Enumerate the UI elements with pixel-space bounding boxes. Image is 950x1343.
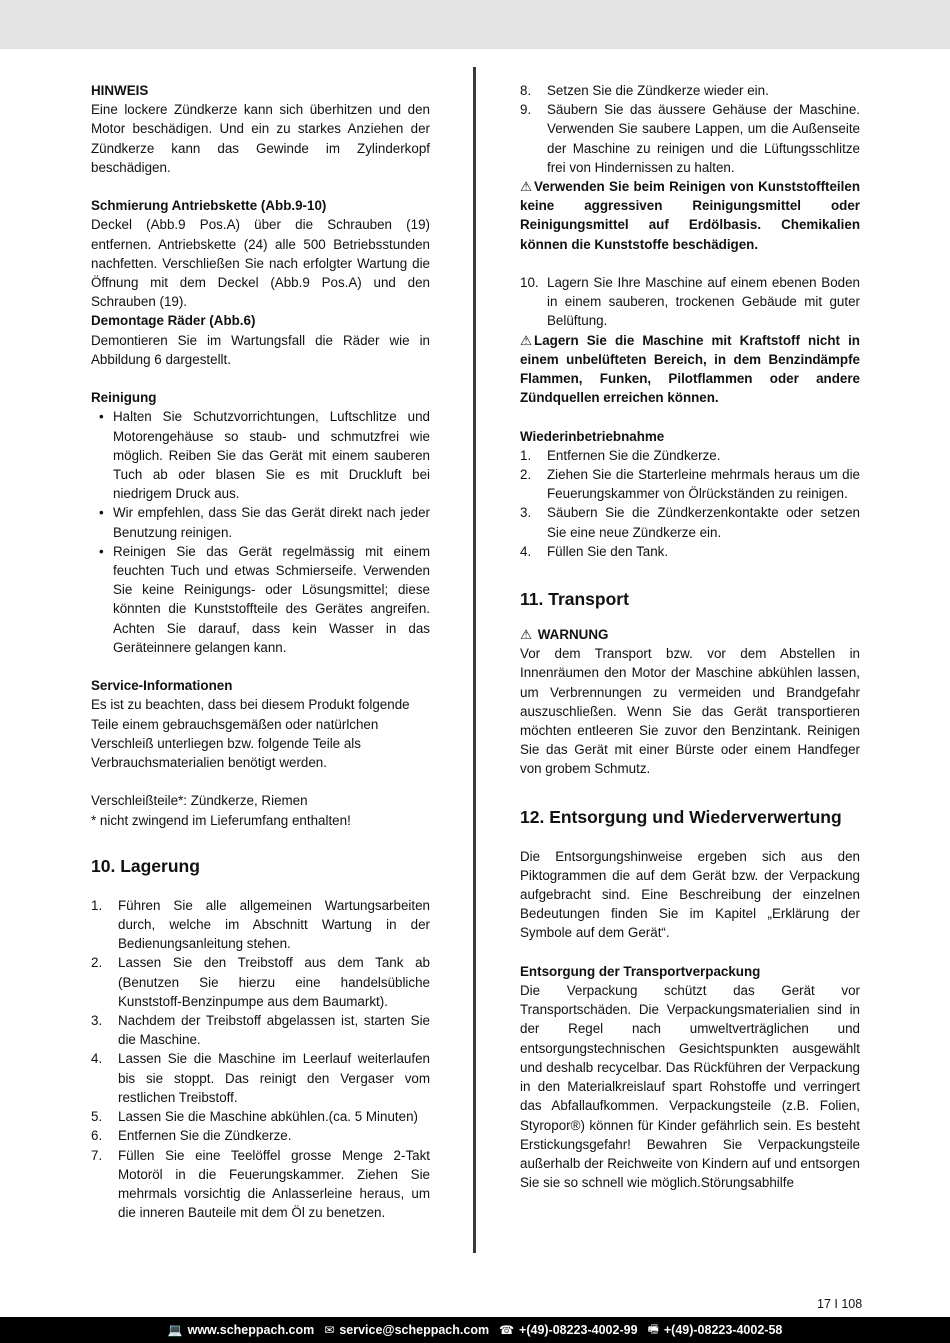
list-item: 4. Lassen Sie die Maschine im Leerlauf weiterlaufen bis sie stoppt. Das reinigt den Vergaser vom restlichen Treibstoff. bbox=[91, 1051, 430, 1105]
footer-fax: 🖷 +(49)-08223-4002-58 bbox=[648, 1320, 783, 1341]
phone-icon: ☎ bbox=[499, 1323, 515, 1337]
transportverpackung-text: Die Verpackung schützt das Gerät vor Transportschäden. Die Verpackungsmaterialien sind in der Regel nach umweltverträglichen und entsorgungstechnischen Gesichtspunkten ausgewählt und deshalb recycelbar. Das Rückführen der Verpackung in den Materialkreislauf spart Rohstoffe und verringert das Abfallaufkommen. Verpackungsteile (z.B. Folien, Styropor®) können für Kinder gefährlich sein. Es besteht Erstickungsgefahr! Bewahren Sie Verpackungsteile außerhalb der Reichweite von Kindern auf und entsorgen Sie sie so schnell wie möglich.Störungsabhilfe bbox=[520, 983, 860, 1191]
list-item: • Wir empfehlen, dass Sie das Gerät direkt nach jeder Benutzung reinigen. bbox=[99, 505, 430, 540]
list-item: 4. Füllen Sie den Tank. bbox=[520, 543, 669, 559]
top-header-bar bbox=[0, 0, 950, 49]
demontage-text: Demontieren Sie im Wartungsfall die Räder wie in Abbildung 6 dargestellt. bbox=[91, 332, 430, 367]
warnung-label: ⚠ WARNUNG bbox=[520, 625, 860, 644]
column-divider bbox=[473, 67, 476, 1253]
lagerung-list-continued bbox=[520, 81, 860, 177]
list-item: 9. Säubern Sie das äussere Gehäuse der Maschine. Verwenden Sie saubere Lappen, um die Außenseite der Maschine zu reinigen und die Lüftungsschlitze frei von Hindernissen zu halten. bbox=[520, 102, 860, 175]
schmierung-text: Deckel (Abb.9 Pos.A) über die Schrauben (19) entfernen. Antriebskette (24) alle 500 Betriebsstunden nachfetten. Verschließen Sie nach erfolgter Wartung die Öffnung mit dem Deckel (Abb.9 Pos.A) und den Schrauben (19). bbox=[91, 217, 430, 310]
list-item: 10. Lagern Sie Ihre Maschine auf einem ebenen Boden in einem sauberen, trockenen Gebäude mit guter Belüftung. bbox=[520, 275, 860, 329]
list-item: • Halten Sie Schutzvorrichtungen, Luftschlitze und Motorengehäuse so staub- und schmutzfrei wie möglich. Reiben Sie das Gerät mit einem sauberen Tuch ab oder blasen Sie es mit Druckluft bei niedrigem Druck aus. bbox=[99, 409, 430, 502]
service-line: Teile einem gebrauchsgemäßen oder natürlchen bbox=[91, 716, 379, 732]
list-item: • Reinigen Sie das Gerät regelmässig mit einem feuchten Tuch und etwas Schmierseife. Verwenden Sie keine Reinigungs- oder Lösungsmittel; diese könnten die Kunststoffteile des Gerätes angreifen. Achten Sie darauf, dass kein Wasser in das Geräteinnere gelangen kann. bbox=[99, 543, 430, 655]
verschleiss-text: Verschleißteile*: Zündkerze, Riemen bbox=[91, 793, 308, 809]
page-number: 17 I 108 bbox=[817, 1297, 863, 1311]
schmierung-title: Schmierung Antriebskette (Abb.9-10) bbox=[91, 198, 327, 214]
footer-phone: ☎ +(49)-08223-4002-99 bbox=[499, 1323, 638, 1337]
wiederinbetriebnahme-title: Wiederinbetriebnahme bbox=[520, 428, 665, 444]
section-heading-entsorgung: 12. Entsorgung und Wiederverwertung bbox=[520, 806, 842, 827]
list-item: 8. Setzen Sie die Zündkerze wieder ein. bbox=[520, 83, 769, 98]
fax-icon: 🖷 bbox=[647, 1321, 659, 1336]
right-column bbox=[520, 81, 860, 1192]
warning-note-storage: ⚠ Lagern Sie die Maschine mit Kraftstoff nicht in einem unbelüfteten Bereich, in dem Benzindämpfe Flammen, Funken, Pilotflammen oder andere Zündquellen erreichen können. bbox=[520, 332, 860, 406]
list-item: 1. Entfernen Sie die Zündkerze. bbox=[520, 447, 721, 463]
list-item: 7. Füllen Sie eine Teelöffel grosse Menge 2-Takt Motoröl in die Feuerungskammer. Ziehen Sie mehrmals vorsichtig die Anlasserleine heraus, um die inneren Bauteile mit dem Öl zu benetzen. bbox=[91, 1147, 430, 1221]
list-item: 5. Lassen Sie die Maschine abkühlen.(ca. 5 Minuten) bbox=[91, 1109, 418, 1125]
section-heading-lagerung: 10. Lagerung bbox=[91, 855, 200, 876]
list-item: 3. Säubern Sie die Zündkerzenkontakte oder setzen Sie eine neue Zündkerze ein. bbox=[520, 505, 860, 540]
list-item: 2. Lassen Sie den Treibstoff aus dem Tank ab (Benutzen Sie hierzu eine handelsübliche Kunststoff-Benzinpumpe aus dem Baumarkt). bbox=[91, 955, 430, 1009]
warning-note-cleaning: ⚠ Verwenden Sie beim Reinigen von Kunststoffteilen keine aggressiven Reinigungsmittel oder Reinigungsmittel auf Erdölbasis. Chemikalien können die Kunststoffe beschädigen. bbox=[520, 179, 860, 252]
lagerung-list-item-10 bbox=[520, 273, 860, 331]
wiederinbetriebnahme-list bbox=[520, 446, 860, 561]
footer-web[interactable]: 💻 www.scheppach.com bbox=[167, 1323, 315, 1337]
warning-triangle-icon: ⚠ bbox=[520, 179, 533, 195]
service-line: Verschleiß unterliegen bzw. folgende Teile als bbox=[91, 735, 361, 751]
hinweis-text: Eine lockere Zündkerze kann sich überhitzen und den Motor beschädigen. Und ein zu starkes Anziehen der Zündkerze kann das Gewinde im Zylinderkopf beschädigen. bbox=[91, 102, 430, 175]
list-item: 2. Ziehen Sie die Starterleine mehrmals heraus um die Feuerungskammer von Ölrückständen zu reinigen. bbox=[520, 467, 860, 502]
warning-triangle-icon: ⚠ bbox=[520, 627, 533, 643]
hinweis-title: HINWEIS bbox=[91, 83, 149, 98]
transportverpackung-title: Entsorgung der Transportverpackung bbox=[520, 963, 761, 979]
list-item: 1. Führen Sie alle allgemeinen Wartungsarbeiten durch, welche im Abschnitt Wartung in der Bedienungsanleitung stehen. bbox=[91, 897, 430, 952]
left-column bbox=[91, 81, 430, 1222]
section-heading-transport: 11. Transport bbox=[520, 589, 629, 610]
service-line: Es ist zu beachten, dass bei diesem Produkt folgende bbox=[91, 697, 410, 713]
reinigung-title: Reinigung bbox=[91, 390, 157, 406]
lagerung-list bbox=[91, 896, 430, 1222]
entsorgung-text: Die Entsorgungshinweise ergeben sich aus den Piktogrammen die auf dem Gerät bzw. der Verpackung aufgebracht sind. Eine Beschreibung der einzelnen Bedeutungen finden Sie im Kapitel „Erklärung der Symbole auf dem Gerät“. bbox=[520, 848, 860, 941]
demontage-title: Demontage Räder (Abb.6) bbox=[91, 313, 256, 329]
footer-bar bbox=[0, 1317, 950, 1343]
mail-icon: ✉ bbox=[324, 1323, 335, 1337]
warning-triangle-icon: ⚠ bbox=[520, 332, 533, 348]
service-title: Service-Informationen bbox=[91, 678, 233, 694]
reinigung-list bbox=[91, 407, 430, 657]
list-item: 3. Nachdem der Treibstoff abgelassen ist, starten Sie die Maschine. bbox=[91, 1013, 430, 1048]
transport-text: Vor dem Transport bzw. vor dem Abstellen in Innenräumen den Motor der Maschine abkühlen lassen, um Verbrennungen zu vermeiden und Brandgefahr auszuschließen. Wenn Sie das Gerät transportieren möchten entleeren Sie zuvor den Benzintank. Reinigen Sie das Gerät mit einer Bürste oder einem Handfeger von grobem Schmutz. bbox=[520, 646, 860, 777]
service-line: Verbrauchsmaterialien benötigt werden. bbox=[91, 755, 327, 771]
lieferumfang-text: * nicht zwingend im Lieferumfang enthalten! bbox=[91, 812, 351, 828]
computer-icon: 💻 bbox=[167, 1323, 183, 1337]
footer-email[interactable]: ✉ service@scheppach.com bbox=[324, 1323, 490, 1337]
list-item: 6. Entfernen Sie die Zündkerze. bbox=[91, 1128, 292, 1144]
